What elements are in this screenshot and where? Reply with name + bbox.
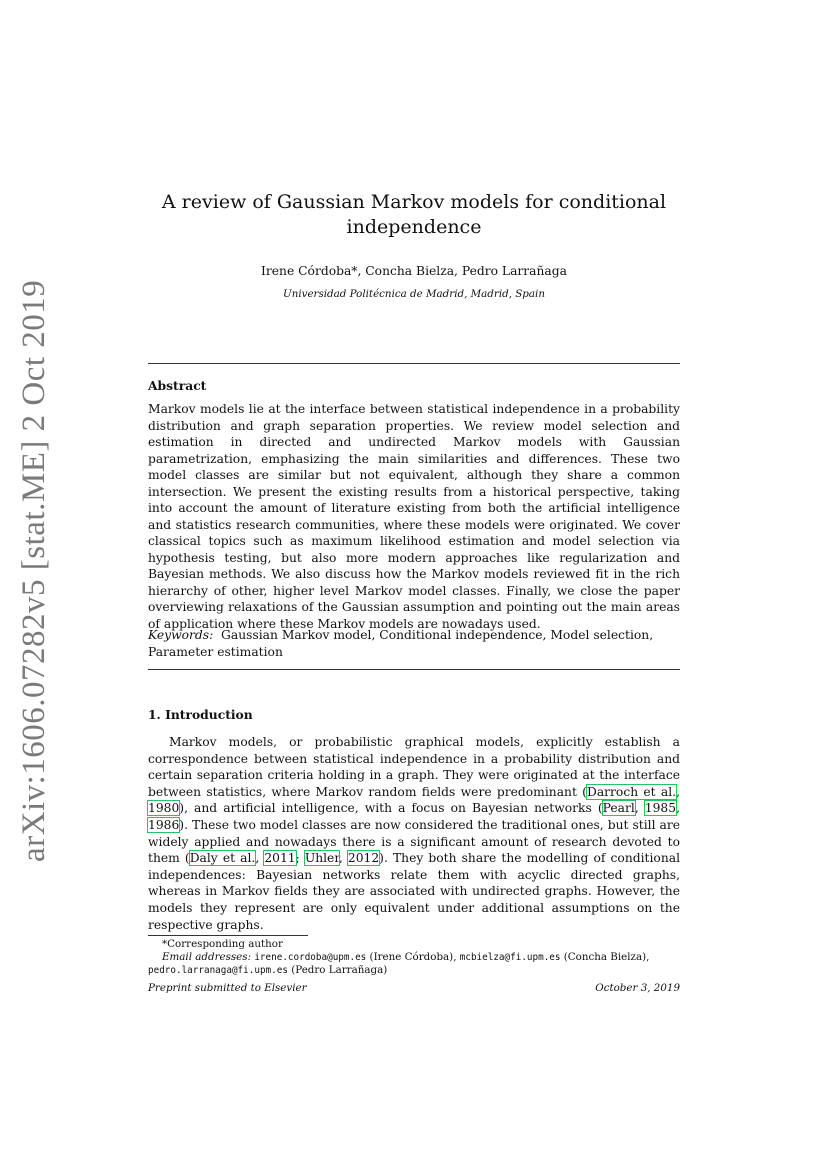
citation-link[interactable]: 1985 xyxy=(644,801,677,816)
intro-text: , xyxy=(634,801,645,816)
intro-text: , xyxy=(338,851,348,866)
citation-link[interactable]: 2011 xyxy=(264,851,296,866)
citation-link[interactable]: Daly et al. xyxy=(189,851,256,866)
introduction-paragraph xyxy=(148,734,680,933)
corresponding-author-note: *Corresponding author xyxy=(162,938,283,950)
keywords-text: Gaussian Markov model, Conditional independence, Model selection, Parameter estimation xyxy=(148,628,654,659)
footnotes xyxy=(148,938,680,977)
intro-text: ; xyxy=(295,851,305,866)
email-link[interactable]: mcbielza@fi.upm.es xyxy=(459,952,561,963)
authors: Irene Córdoba*, Concha Bielza, Pedro Larrañaga xyxy=(261,264,567,278)
abstract-bottom-rule xyxy=(148,669,680,670)
arxiv-identifier: arXiv:1606.07282v5 [stat.ME] 2 Oct 2019 xyxy=(16,279,52,862)
intro-text: ), and artificial intelligence, with a focus on Bayesian networks ( xyxy=(179,801,603,816)
keywords-label: Keywords: xyxy=(148,628,214,642)
intro-text: , xyxy=(255,851,265,866)
citation-link[interactable]: Pearl xyxy=(602,801,635,816)
citation-link[interactable]: 1986 xyxy=(148,817,180,832)
abstract-heading: Abstract xyxy=(148,378,207,393)
email-owner: (Pedro Larrañaga) xyxy=(287,964,388,976)
citation-link[interactable]: Darroch et al. xyxy=(586,784,677,799)
preprint-date: October 3, 2019 xyxy=(595,982,680,994)
email-label: Email addresses: xyxy=(162,951,252,963)
footnote-rule xyxy=(148,935,308,936)
email-owner: (Concha Bielza), xyxy=(560,951,650,963)
preprint-note: Preprint submitted to Elsevier xyxy=(148,982,307,994)
email-line xyxy=(148,964,680,977)
introduction-heading: 1. Introduction xyxy=(148,707,253,722)
citation-link[interactable]: 2012 xyxy=(347,851,380,866)
affiliation: Universidad Politécnica de Madrid, Madrid, Spain xyxy=(283,288,545,300)
citation-link[interactable]: Uhler xyxy=(304,851,339,866)
intro-text: ). They both share the modelling of conditional independences: Bayesian networks relate them with acyclic directed graphs, whereas in Markov fields they are associated with undirected graphs. However, the models they represent are only equivalent under additional assumptions on the respective graphs. xyxy=(148,851,681,932)
email-link[interactable]: irene.cordoba@upm.es xyxy=(254,952,367,963)
citation-link[interactable]: 1980 xyxy=(148,801,180,816)
email-line xyxy=(148,951,680,964)
paper-title: A review of Gaussian Markov models for conditional independence xyxy=(161,191,667,238)
intro-text: , xyxy=(676,784,680,799)
intro-text: Markov models, or probabilistic graphical models, explicitly establish a correspondence between statistical independence in a probability distribution and certain separation criteria holding in a graph. They were originated at the interface between statistics, where Markov random fields were predominant ( xyxy=(148,735,680,799)
email-link[interactable]: pedro.larranaga@fi.upm.es xyxy=(148,965,288,976)
abstract-top-rule xyxy=(148,363,680,364)
keywords xyxy=(148,627,680,660)
abstract-text: Markov models lie at the interface between statistical independence in a probability distribution and graph separation properties. We review model selection and estimation in directed and undirected Markov models with Gaussian parametrization, emphasizing the main similarities and differences. These two model classes are similar but not equivalent, although they share a common intersection. We present the existing results from a historical perspective, taking into account the amount of literature existing from both the artificial intelligence and statistics research communities, where these models were originated. We cover classical topics such as maximum likelihood estimation and model selection via hypothesis testing, but also more modern approaches like regularization and Bayesian methods. We also discuss how the Markov models reviewed fit in the rich hierarchy of other, higher level Markov model classes. Finally, we close the paper overviewing relaxations of the Gaussian assumption and pointing out the main areas of application where these Markov models are nowadays used. xyxy=(148,402,680,631)
intro-text: ). These two model classes are now considered the traditional ones, but still are widely applied and nowadays there is a significant amount of research devoted to them ( xyxy=(148,817,680,866)
email-owner: (Irene Córdoba), xyxy=(366,951,460,963)
intro-text: , xyxy=(676,801,680,816)
